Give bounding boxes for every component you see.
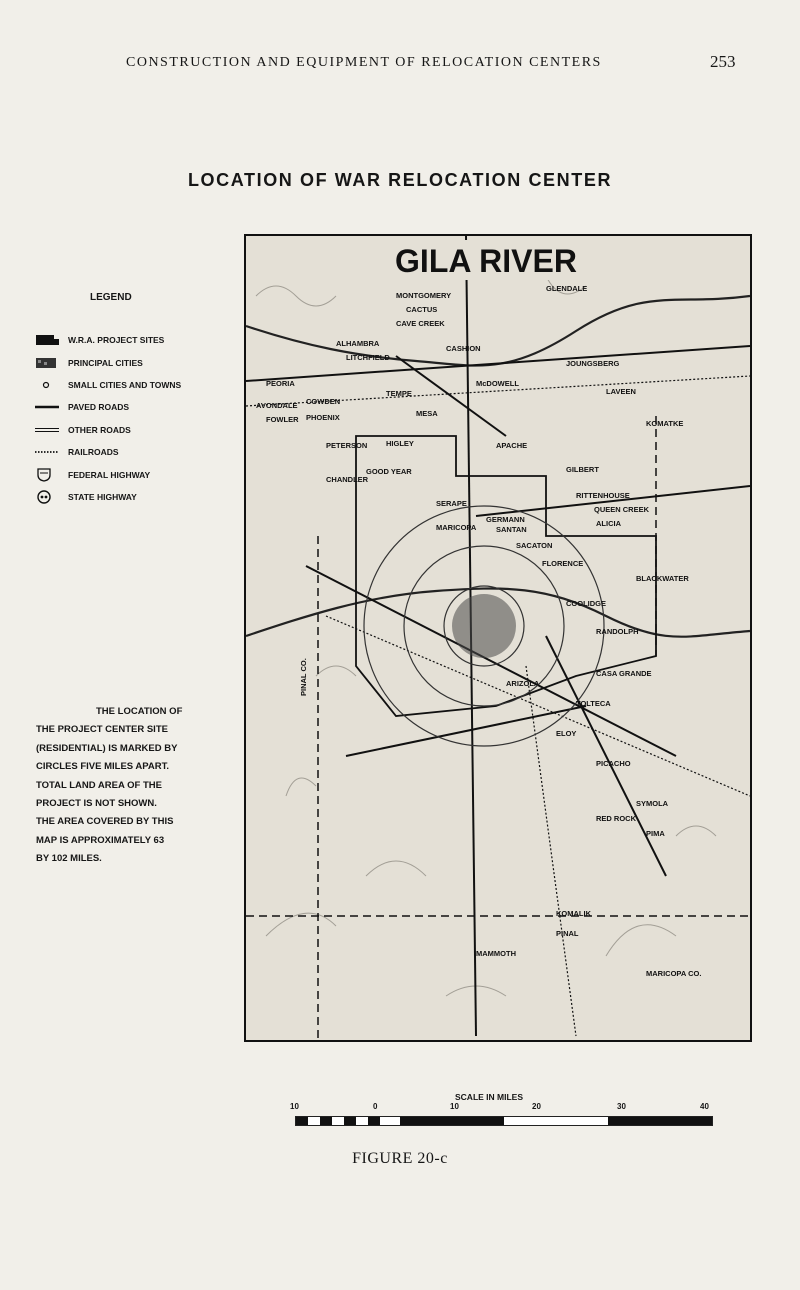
legend-note-line: THE LOCATION OF [96, 706, 183, 717]
project-site-symbol [34, 333, 62, 347]
place-label: TOLTECA [576, 699, 611, 708]
place-label: CACTUS [406, 305, 438, 314]
legend-item-state-highway [34, 486, 244, 508]
place-label: CASA GRANDE [596, 669, 652, 678]
legend-label: STATE HIGHWAY [68, 491, 137, 502]
place-label: MESA [416, 409, 438, 418]
legend-item-federal-highway [34, 463, 244, 485]
place-label: SANTAN [496, 525, 527, 534]
project-site-marker [452, 594, 516, 658]
legend-item-paved-roads [34, 396, 244, 418]
legend-note-line: (RESIDENTIAL) IS MARKED BY [36, 742, 178, 754]
place-label: RANDOLPH [596, 627, 639, 636]
legend-item-project-sites [34, 329, 244, 351]
place-label: KOMATKE [646, 419, 684, 428]
place-label: GOOD YEAR [366, 467, 412, 476]
place-label: JOUNGSBERG [566, 359, 620, 368]
scale-tick: 0 [373, 1102, 378, 1111]
place-label: SYMOLA [636, 799, 669, 808]
railroad-symbol [34, 445, 62, 459]
legend-label: PRINCIPAL CITIES [68, 357, 143, 368]
legend-label: PAVED ROADS [68, 402, 130, 413]
figure-caption: FIGURE 20-c [352, 1150, 448, 1167]
legend-label: FEDERAL HIGHWAY [68, 469, 151, 480]
scale-tick: 20 [532, 1102, 541, 1111]
place-label: ALICIA [596, 519, 621, 528]
place-label: LAVEEN [606, 387, 636, 396]
legend-item-other-roads [34, 419, 244, 441]
legend-note-line: BY 102 MILES. [36, 853, 102, 865]
place-label: QUEEN CREEK [594, 505, 650, 514]
place-label: BLACKWATER [636, 574, 689, 583]
paved-road-symbol [34, 400, 62, 414]
place-label: KOMALIK [556, 909, 591, 918]
place-label: ALHAMBRA [336, 339, 380, 348]
legend-note-line: PROJECT IS NOT SHOWN. [36, 798, 157, 810]
small-town-symbol [34, 378, 62, 392]
legend-note-line: THE AREA COVERED BY THIS [36, 816, 174, 828]
legend-item-principal-cities [34, 351, 244, 373]
map-title: LOCATION OF WAR RELOCATION CENTER [187, 170, 613, 190]
place-label: MARICOPA CO. [646, 969, 702, 978]
place-label: PHOENIX [306, 413, 340, 422]
scale-bar [280, 1088, 720, 1128]
running-head: CONSTRUCTION AND EQUIPMENT OF RELOCATION CENTERS [126, 55, 602, 70]
legend-note-line: THE PROJECT CENTER SITE [36, 724, 168, 736]
place-label: PEORIA [266, 379, 295, 388]
page-number: 253 [710, 52, 736, 71]
scale-line [295, 1116, 713, 1126]
page-header [0, 50, 800, 80]
place-label: GERMANN [486, 515, 525, 524]
place-label: PINAL CO. [299, 658, 308, 696]
state-highway-circle-icon [34, 490, 62, 504]
legend-label: RAILROADS [68, 447, 119, 458]
place-label: COWDEN [306, 397, 341, 406]
scale-tick: 10 [290, 1102, 299, 1111]
place-label: PIMA [646, 829, 665, 838]
legend-label: W.R.A. PROJECT SITES [68, 335, 165, 346]
scale-tick: 30 [617, 1102, 626, 1111]
place-label: AVONDALE [256, 401, 298, 410]
relocation-map [246, 236, 750, 1040]
federal-highway-shield-icon [34, 468, 62, 482]
place-label: GILBERT [566, 465, 599, 474]
legend-item-railroads [34, 441, 244, 463]
legend-item-small-towns [34, 374, 244, 396]
place-label: CASHION [446, 344, 481, 353]
place-label: COOLIDGE [566, 599, 607, 608]
scale-tick: 10 [450, 1102, 459, 1111]
place-label: FLORENCE [542, 559, 584, 568]
place-label: PICACHO [596, 759, 631, 768]
other-road-symbol [34, 423, 62, 437]
place-label: CHANDLER [326, 475, 369, 484]
scale-tick: 40 [700, 1102, 709, 1111]
scale-title: SCALE IN MILES [455, 1092, 524, 1102]
place-label: TEMPE [386, 389, 412, 398]
place-label: CAVE CREEK [396, 319, 445, 328]
place-label: MARICOPA [436, 523, 477, 532]
place-label: ELOY [556, 729, 577, 738]
place-label: LITCHFIELD [346, 353, 390, 362]
place-label: RITTENHOUSE [576, 491, 630, 500]
legend-label: SMALL CITIES AND TOWNS [68, 379, 182, 390]
legend-note-line: MAP IS APPROXIMATELY 63 [36, 834, 165, 846]
place-label: PINAL [556, 929, 579, 938]
legend-note-line: TOTAL LAND AREA OF THE [36, 779, 162, 791]
place-label: SACATON [516, 541, 553, 550]
place-label: APACHE [496, 441, 528, 450]
place-label: SERAPE [436, 499, 467, 508]
place-label: McDOWELL [476, 379, 519, 388]
place-label: GLENDALE [546, 284, 588, 293]
principal-city-symbol [34, 356, 62, 370]
place-label: PETERSON [326, 441, 368, 450]
place-label: RED ROCK [596, 814, 637, 823]
place-label: HIGLEY [386, 439, 414, 448]
legend-label: OTHER ROADS [68, 424, 131, 435]
legend-note-line: CIRCLES FIVE MILES APART. [36, 761, 170, 773]
place-label: ARIZOLA [506, 679, 540, 688]
place-label: MONTGOMERY [396, 291, 452, 300]
legend [34, 292, 244, 508]
place-label: FOWLER [266, 415, 299, 424]
map-name: GILA RIVER [395, 243, 577, 279]
place-label: MAMMOTH [476, 949, 516, 958]
legend-note [36, 703, 232, 869]
legend-title: LEGEND [90, 292, 132, 303]
map-frame [244, 234, 752, 1042]
